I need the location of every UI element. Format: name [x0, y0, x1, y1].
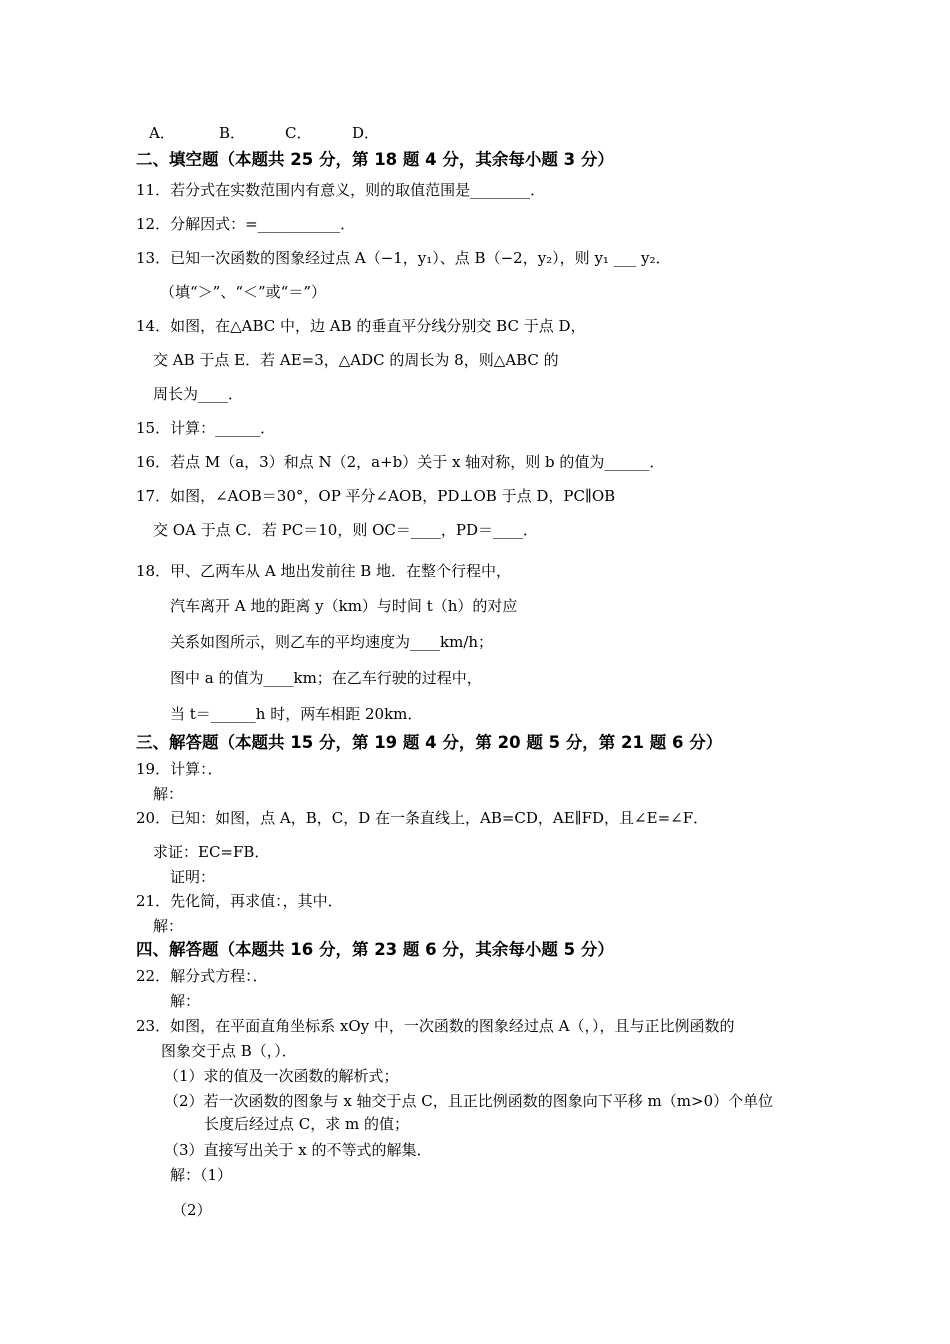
- option-c: C．: [285, 124, 312, 142]
- question-23-line-1: 23．如图，在平面直角坐标系 xOy 中，一次函数的图象经过点 A（，），且与正比例函数的: [136, 1017, 735, 1035]
- section-3-heading: 三、解答题（本题共 15 分，第 19 题 4 分，第 20 题 5 分，第 21 题 6 分）: [136, 733, 723, 752]
- question-23-part-2: （2）若一次函数的图象与 x 轴交于点 C，且正比例函数的图象向下平移 m（m>0）个单位: [164, 1092, 774, 1110]
- question-14-line-1: 14．如图，在△ABC 中，边 AB 的垂直平分线分别交 BC 于点 D，: [136, 317, 586, 335]
- question-21: 21．先化简，再求值：，其中．: [136, 892, 343, 910]
- question-14-line-3: 周长为____．: [153, 385, 244, 403]
- answer-label-part-1: 解：（1）: [170, 1166, 233, 1184]
- question-18-line-5: 当 t＝______h 时，两车相距 20km．: [170, 705, 423, 723]
- question-23-part-1: （1）求的值及一次函数的解析式；: [164, 1067, 399, 1085]
- question-18-line-4: 图中 a 的值为____km；在乙车行驶的过程中，: [170, 669, 482, 687]
- question-20: 20．已知：如图，点 A，B，C，D 在一条直线上，AB=CD，AE∥FD，且∠E=∠F．: [136, 809, 709, 827]
- question-18-line-3: 关系如图所示，则乙车的平均速度为____km/h；: [170, 633, 494, 651]
- question-16: 16．若点 M（a，3）和点 N（2，a+b）关于 x 轴对称，则 b 的值为______．: [136, 453, 665, 471]
- question-20-prove: 求证：EC=FB．: [153, 843, 270, 861]
- question-13-note: （填“＞”、“＜”或“＝”）: [160, 283, 327, 301]
- question-18-line-2: 汽车离开 A 地的距离 y（km）与时间 t（h）的对应: [170, 597, 518, 615]
- question-23-part-3: （3）直接写出关于 x 的不等式的解集．: [164, 1141, 432, 1159]
- section-4-heading: 四、解答题（本题共 16 分，第 23 题 6 分，其余每小题 5 分）: [136, 940, 614, 959]
- question-11: 11．若分式在实数范围内有意义，则的取值范围是________．: [136, 181, 546, 199]
- question-14-line-2: 交 AB 于点 E．若 AE=3，△ADC 的周长为 8，则△ABC 的: [153, 351, 559, 369]
- answer-label: 解：: [153, 917, 184, 935]
- question-19: 19．计算：．: [136, 760, 223, 778]
- answer-label: 解：: [170, 992, 201, 1010]
- answer-label-part-2: （2）: [172, 1201, 212, 1219]
- question-18-line-1: 18．甲、乙两车从 A 地出发前往 B 地．在整个行程中，: [136, 562, 512, 580]
- question-23-line-2: 图象交于点 B（，）．: [161, 1042, 297, 1060]
- proof-label: 证明：: [170, 868, 216, 886]
- option-d: D．: [352, 124, 380, 142]
- answer-label: 解：: [153, 785, 184, 803]
- question-13: 13．已知一次函数的图象经过点 A（−1，y₁）、点 B（−2，y₂），则 y₁ ___ y₂．: [136, 249, 671, 267]
- section-2-heading: 二、填空题（本题共 25 分，第 18 题 4 分，其余每小题 3 分）: [136, 150, 614, 169]
- question-17-line-1: 17．如图，∠AOB＝30°，OP 平分∠AOB，PD⊥OB 于点 D，PC∥OB: [136, 487, 616, 505]
- question-23-part-2-cont: 长度后经过点 C，求 m 的值；: [204, 1115, 410, 1133]
- question-15: 15．计算：______．: [136, 419, 276, 437]
- option-a: A．: [149, 124, 175, 142]
- question-12: 12．分解因式：=___________．: [136, 215, 356, 233]
- question-17-line-2: 交 OA 于点 C．若 PC＝10，则 OC＝____，PD＝____．: [153, 521, 538, 539]
- option-b: B．: [219, 124, 246, 142]
- question-22: 22．解分式方程：．: [136, 967, 268, 985]
